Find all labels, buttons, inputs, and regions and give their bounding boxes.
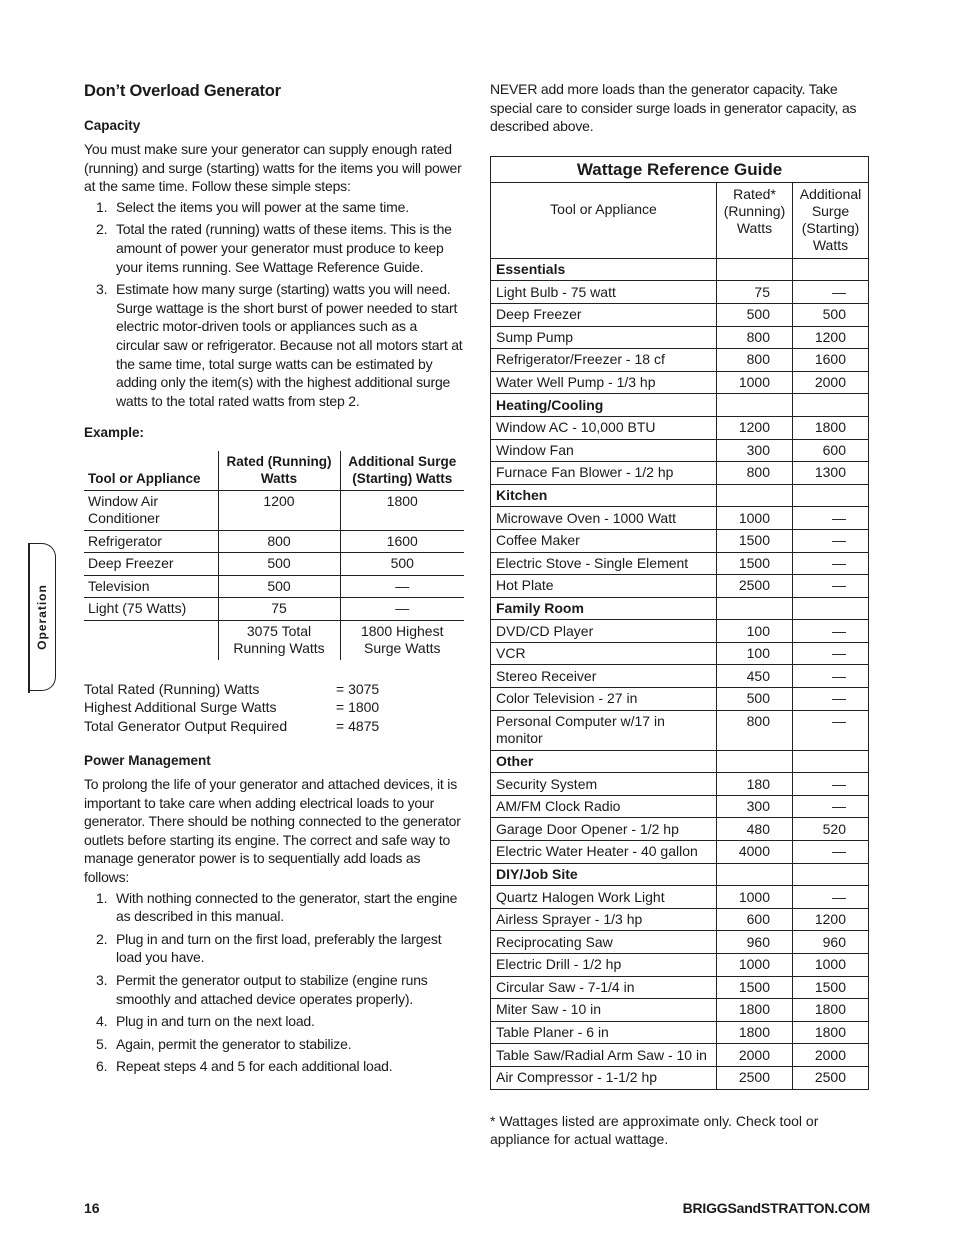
surge-watts: — (793, 552, 869, 575)
table-cell (793, 394, 869, 417)
example-header-tool: Tool or Appliance (84, 451, 218, 491)
appliance-name: Microwave Oven - 1000 Watt (491, 507, 717, 530)
rated-watts: 1500 (717, 552, 793, 575)
table-cell: 1800 (340, 490, 464, 530)
table-cell: Refrigerator (84, 530, 218, 553)
surge-watts: 1800 (793, 416, 869, 439)
table-row (491, 773, 869, 796)
appliance-name: Window Fan (491, 439, 717, 462)
appliance-name: Miter Saw - 10 in (491, 999, 717, 1022)
table-row (491, 462, 869, 485)
rated-watts: 2000 (717, 1044, 793, 1067)
step-number: 1. (96, 889, 108, 906)
rated-watts: 1000 (717, 371, 793, 394)
section-side-tab (28, 543, 56, 691)
category-label: Other (491, 750, 717, 773)
appliance-name: Garage Door Opener - 1/2 hp (491, 818, 717, 841)
table-row (84, 553, 464, 576)
table-row (491, 710, 869, 750)
surge-watts: 520 (793, 818, 869, 841)
footer-website: BRIGGSandSTRATTON.COM (682, 1200, 870, 1216)
table-cell: Deep Freezer (84, 553, 218, 576)
appliance-name: Electric Water Heater - 40 gallon (491, 841, 717, 864)
table-cell (793, 750, 869, 773)
step-number: 6. (96, 1058, 108, 1075)
rated-watts: 600 (717, 908, 793, 931)
table-row (491, 371, 869, 394)
table-cell (717, 258, 793, 281)
table-cell: Light (75 Watts) (84, 598, 218, 621)
totals-block (84, 680, 464, 736)
step-text: Estimate how many surge (starting) watts you will need. Surge wattage is the short burst of power needed to start electric motor-driven tools or appliances such as a circular saw or refrigerator. Because not all motors start at the same time, total surge watts can be estimated by adding only the item(s) with the highest additional surge watts to the total rated watts from step 2. (116, 281, 463, 409)
example-header-rated: Rated (Running) Watts (218, 451, 340, 491)
rated-watts: 300 (717, 439, 793, 462)
table-row (491, 642, 869, 665)
rated-watts: 800 (717, 326, 793, 349)
surge-watts: — (793, 575, 869, 598)
power-steps-list (96, 889, 464, 1076)
rated-watts: 1500 (717, 976, 793, 999)
table-row (491, 507, 869, 530)
appliance-name: Deep Freezer (491, 303, 717, 326)
table-cell: 500 (218, 575, 340, 598)
power-heading: Power Management (84, 752, 211, 768)
surge-watts: 600 (793, 439, 869, 462)
appliance-name: Table Saw/Radial Arm Saw - 10 in (491, 1044, 717, 1067)
surge-watts: — (793, 773, 869, 796)
table-row (491, 281, 869, 304)
step-text: Plug in and turn on the first load, preferably the largest load you have. (116, 930, 442, 966)
table-row (491, 908, 869, 931)
step-number: 1. (96, 198, 108, 215)
example-table-body (84, 490, 464, 660)
rated-watts: 800 (717, 710, 793, 750)
category-label: DIY/Job Site (491, 863, 717, 886)
step-text: With nothing connected to the generator, start the engine as described in this manual. (116, 889, 458, 925)
table-row (491, 886, 869, 909)
table-cell: — (340, 598, 464, 621)
table-row (491, 688, 869, 711)
category-row (491, 258, 869, 281)
surge-watts: — (793, 710, 869, 750)
appliance-name: Sump Pump (491, 326, 717, 349)
list-item (96, 198, 464, 217)
rated-watts: 1000 (717, 886, 793, 909)
guide-header-rated: Rated* (Running) Watts (717, 182, 793, 258)
rated-watts: 960 (717, 931, 793, 954)
table-row (491, 818, 869, 841)
surge-watts: 2000 (793, 1044, 869, 1067)
wattage-guide-title: Wattage Reference Guide (491, 156, 869, 182)
table-row (84, 620, 464, 660)
table-row (491, 931, 869, 954)
surge-watts: — (793, 886, 869, 909)
step-number: 5. (96, 1035, 108, 1052)
table-row (491, 326, 869, 349)
category-row (491, 863, 869, 886)
step-number: 2. (96, 221, 108, 238)
appliance-name: Refrigerator/Freezer - 18 cf (491, 349, 717, 372)
capacity-heading: Capacity (84, 117, 141, 133)
rated-watts: 180 (717, 773, 793, 796)
surge-watts: 2000 (793, 371, 869, 394)
appliance-name: Quartz Halogen Work Light (491, 886, 717, 909)
table-cell: Window Air Conditioner (84, 490, 218, 530)
appliance-name: Light Bulb - 75 watt (491, 281, 717, 304)
table-cell: — (340, 575, 464, 598)
surge-watts: — (793, 529, 869, 552)
surge-watts: — (793, 281, 869, 304)
table-row (84, 490, 464, 530)
appliance-name: VCR (491, 642, 717, 665)
surge-watts: 500 (793, 303, 869, 326)
total-value: = 4875 (336, 718, 380, 734)
step-text: Plug in and turn on the next load. (116, 1013, 315, 1030)
rated-watts: 1800 (717, 1021, 793, 1044)
step-text: Permit the generator output to stabilize (engine runs smoothly and attached device operates properly). (116, 972, 428, 1007)
table-row (84, 575, 464, 598)
total-row (84, 680, 464, 699)
rated-watts: 450 (717, 665, 793, 688)
step-number: 3. (96, 972, 108, 989)
list-item (96, 1035, 464, 1054)
category-row (491, 750, 869, 773)
table-row (491, 575, 869, 598)
appliance-name: Personal Computer w/17 in monitor (491, 710, 717, 750)
table-cell (717, 863, 793, 886)
appliance-name: Reciprocating Saw (491, 931, 717, 954)
surge-watts: 1800 (793, 999, 869, 1022)
example-table (84, 451, 464, 660)
category-label: Essentials (491, 258, 717, 281)
table-row (491, 1044, 869, 1067)
table-cell: 3075 Total Running Watts (218, 620, 340, 660)
table-row (491, 620, 869, 643)
rated-watts: 75 (717, 281, 793, 304)
appliance-name: Hot Plate (491, 575, 717, 598)
overload-warning: NEVER add more loads than the generator capacity. Take special care to consider surge loads in generator capacity, as described above. (490, 81, 857, 135)
step-text: Total the rated (running) watts of these items. This is the amount of power your generator must produce to keep your items running. See Wattage Reference Guide. (116, 221, 452, 275)
list-item (96, 220, 464, 276)
rated-watts: 800 (717, 349, 793, 372)
category-label: Family Room (491, 597, 717, 620)
category-label: Heating/Cooling (491, 394, 717, 417)
table-row (491, 303, 869, 326)
appliance-name: Electric Stove - Single Element (491, 552, 717, 575)
table-cell (717, 484, 793, 507)
rated-watts: 4000 (717, 841, 793, 864)
wattage-footnote: * Wattages listed are approximate only. Check tool or appliance for actual wattage. (490, 1112, 819, 1148)
surge-watts: — (793, 795, 869, 818)
table-row (491, 976, 869, 999)
step-number: 2. (96, 930, 108, 947)
table-cell (793, 484, 869, 507)
table-cell (717, 597, 793, 620)
table-row (491, 349, 869, 372)
rated-watts: 800 (717, 462, 793, 485)
category-row (491, 484, 869, 507)
table-cell (717, 394, 793, 417)
table-row (84, 530, 464, 553)
rated-watts: 100 (717, 642, 793, 665)
surge-watts: — (793, 620, 869, 643)
appliance-name: Security System (491, 773, 717, 796)
category-row (491, 394, 869, 417)
appliance-name: Window AC - 10,000 BTU (491, 416, 717, 439)
example-heading: Example: (84, 425, 145, 441)
surge-watts: — (793, 688, 869, 711)
surge-watts: 1200 (793, 326, 869, 349)
side-tab-label: Operation (34, 584, 49, 650)
step-text: Select the items you will power at the same time. (116, 198, 409, 215)
table-cell (84, 620, 218, 660)
table-cell: 1800 Highest Surge Watts (340, 620, 464, 660)
total-label: Total Generator Output Required (84, 718, 288, 734)
list-item (96, 1057, 464, 1076)
table-row (491, 665, 869, 688)
surge-watts: 1800 (793, 1021, 869, 1044)
table-row (491, 1021, 869, 1044)
table-cell: 75 (218, 598, 340, 621)
left-column (84, 80, 464, 1080)
total-label: Total Rated (Running) Watts (84, 680, 260, 697)
category-label: Kitchen (491, 484, 717, 507)
step-number: 4. (96, 1013, 108, 1030)
step-number: 3. (96, 281, 108, 298)
appliance-name: DVD/CD Player (491, 620, 717, 643)
appliance-name: AM/FM Clock Radio (491, 795, 717, 818)
table-row (491, 954, 869, 977)
right-column (490, 80, 870, 1149)
table-cell (793, 597, 869, 620)
list-item (96, 889, 464, 926)
rated-watts: 100 (717, 620, 793, 643)
table-row (491, 529, 869, 552)
surge-watts: — (793, 665, 869, 688)
surge-watts: — (793, 841, 869, 864)
surge-watts: 1500 (793, 976, 869, 999)
rated-watts: 1800 (717, 999, 793, 1022)
table-row (491, 439, 869, 462)
total-label: Highest Additional Surge Watts (84, 699, 277, 716)
category-row (491, 597, 869, 620)
surge-watts: 1300 (793, 462, 869, 485)
list-item (96, 280, 464, 410)
rated-watts: 300 (717, 795, 793, 818)
appliance-name: Air Compressor - 1-1/2 hp (491, 1066, 717, 1089)
total-value: = 3075 (336, 680, 380, 697)
section-heading: Don’t Overload Generator (84, 82, 281, 100)
surge-watts: 960 (793, 931, 869, 954)
rated-watts: 1500 (717, 529, 793, 552)
wattage-guide-body (491, 258, 869, 1089)
appliance-name: Circular Saw - 7-1/4 in (491, 976, 717, 999)
step-text: Repeat steps 4 and 5 for each additional load. (116, 1058, 393, 1075)
capacity-intro: You must make sure your generator can supply enough rated (running) and surge (starting) watts for the items you will power at the same time. Follow these simple steps: (84, 141, 462, 195)
table-row (491, 416, 869, 439)
rated-watts: 480 (717, 818, 793, 841)
guide-header-tool: Tool or Appliance (491, 182, 717, 258)
table-row (491, 999, 869, 1022)
surge-watts: 1000 (793, 954, 869, 977)
step-text: Again, permit the generator to stabilize. (116, 1035, 352, 1052)
guide-header-surge: Additional Surge (Starting) Watts (793, 182, 869, 258)
table-row (491, 552, 869, 575)
table-row (491, 795, 869, 818)
example-header-surge: Additional Surge (Starting) Watts (340, 451, 464, 491)
page-number: 16 (84, 1200, 100, 1216)
rated-watts: 1000 (717, 954, 793, 977)
total-row (84, 717, 464, 736)
table-row (84, 598, 464, 621)
rated-watts: 500 (717, 688, 793, 711)
total-row (84, 698, 464, 717)
table-cell: Television (84, 575, 218, 598)
appliance-name: Airless Sprayer - 1/3 hp (491, 908, 717, 931)
table-cell (793, 258, 869, 281)
list-item (96, 971, 464, 1008)
appliance-name: Table Planer - 6 in (491, 1021, 717, 1044)
surge-watts: — (793, 642, 869, 665)
appliance-name: Electric Drill - 1/2 hp (491, 954, 717, 977)
rated-watts: 2500 (717, 1066, 793, 1089)
surge-watts: — (793, 507, 869, 530)
table-cell (793, 863, 869, 886)
appliance-name: Color Television - 27 in (491, 688, 717, 711)
table-row (491, 1066, 869, 1089)
table-cell: 800 (218, 530, 340, 553)
table-cell: 500 (340, 553, 464, 576)
rated-watts: 1000 (717, 507, 793, 530)
appliance-name: Water Well Pump - 1/3 hp (491, 371, 717, 394)
surge-watts: 2500 (793, 1066, 869, 1089)
surge-watts: 1200 (793, 908, 869, 931)
table-cell: 1200 (218, 490, 340, 530)
list-item (96, 1012, 464, 1031)
appliance-name: Furnace Fan Blower - 1/2 hp (491, 462, 717, 485)
rated-watts: 500 (717, 303, 793, 326)
table-cell: 1600 (340, 530, 464, 553)
rated-watts: 2500 (717, 575, 793, 598)
power-intro: To prolong the life of your generator and attached devices, it is important to take care when adding electrical loads to your generator. There should be nothing connected to the generator outlets before starting its engine. The correct and safe way to manage generator power is to sequentially add loads as follows: (84, 776, 461, 886)
surge-watts: 1600 (793, 349, 869, 372)
total-value: = 1800 (336, 699, 380, 716)
wattage-reference-table (490, 156, 869, 1090)
capacity-steps-list (96, 198, 464, 411)
table-cell (717, 750, 793, 773)
appliance-name: Coffee Maker (491, 529, 717, 552)
table-row (491, 841, 869, 864)
rated-watts: 1200 (717, 416, 793, 439)
table-cell: 500 (218, 553, 340, 576)
appliance-name: Stereo Receiver (491, 665, 717, 688)
list-item (96, 930, 464, 967)
